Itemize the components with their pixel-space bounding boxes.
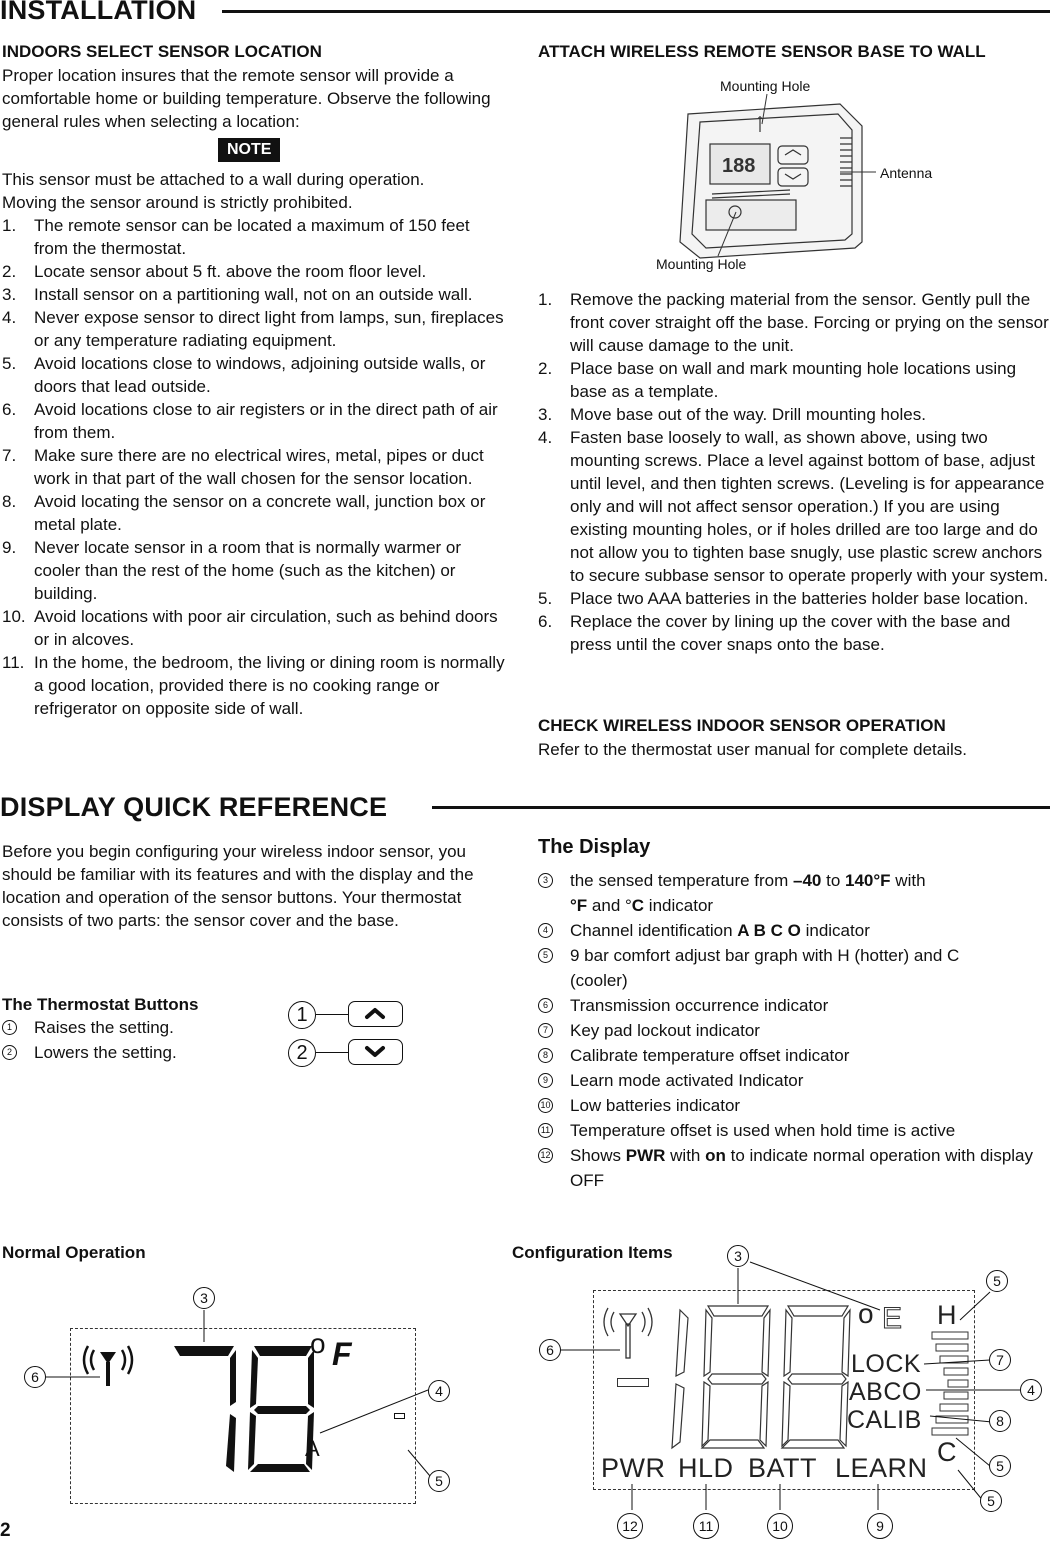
display-ref-rule xyxy=(432,806,1050,809)
config-callout-lines xyxy=(500,1240,1050,1545)
chevron-down-icon xyxy=(349,1040,401,1063)
list-item: 11. In the home, the bedroom, the living or dining room is normally a good location, provided there is no cooking range or refrigerator on opposite side of wall. xyxy=(2,653,505,718)
normal-operation-heading: Normal Operation xyxy=(2,1243,146,1262)
degree-indicator: o xyxy=(310,1328,326,1359)
up-button[interactable] xyxy=(348,1001,403,1027)
list-item: 6. Avoid locations close to air registers or in the direct path of air from them. xyxy=(2,400,498,442)
lock-label: LOCK xyxy=(851,1350,922,1378)
config-callout-8: 8 xyxy=(989,1410,1011,1432)
cooler-label: C xyxy=(937,1437,957,1467)
buttons-list xyxy=(2,1015,262,1065)
display-items-list xyxy=(538,868,1038,1193)
callout-button-1: 1 xyxy=(288,1001,316,1029)
list-item: 2. Locate sensor about 5 ft. above the room floor level. xyxy=(2,262,427,281)
config-callout-12: 12 xyxy=(617,1513,643,1539)
list-item: 6. Replace the cover by lining up the cover with the base and press until the cover snaps onto the base. xyxy=(538,612,1011,654)
display-ref-title: DISPLAY QUICK REFERENCE xyxy=(0,792,388,822)
config-items-heading: Configuration Items xyxy=(512,1243,673,1262)
unit-indicator: F xyxy=(332,1336,352,1372)
config-callout-5-mid: 5 xyxy=(989,1455,1011,1477)
config-callout-6: 6 xyxy=(539,1339,561,1361)
list-item: 5. Place two AAA batteries in the batteries holder base location. xyxy=(538,589,1029,608)
svg-text:188: 188 xyxy=(722,155,756,177)
attach-steps-list xyxy=(538,288,1050,656)
label-mounting-hole-top: Mounting Hole xyxy=(720,78,811,94)
label-antenna: Antenna xyxy=(880,165,933,181)
check-heading: CHECK WIRELESS INDOOR SENSOR OPERATION xyxy=(538,716,946,735)
page-number: 2 xyxy=(0,1520,11,1541)
list-item: 3. Move base out of the way. Drill mounting holes. xyxy=(538,405,926,424)
callout-4: 4 xyxy=(428,1380,450,1402)
config-callout-10: 10 xyxy=(767,1513,793,1539)
list-item: 8. Avoid locating the sensor on a concrete wall, junction box or metal plate. xyxy=(2,492,486,534)
list-item: 8 Calibrate temperature offset indicator xyxy=(538,1043,1038,1068)
location-rules-list xyxy=(2,214,507,720)
config-callout-7: 7 xyxy=(989,1349,1011,1371)
abco-label: ABCO xyxy=(849,1378,922,1406)
list-item: 6 Transmission occurrence indicator xyxy=(538,993,1038,1018)
list-item: 7 Key pad lockout indicator xyxy=(538,1018,1038,1043)
config-callout-9: 9 xyxy=(867,1513,893,1539)
indoors-intro: Proper location insures that the remote sensor will provide a comfortable home or building temperature. Observe the following general rules when selecting a location: xyxy=(2,66,491,131)
list-item: 1 Raises the setting. xyxy=(2,1015,262,1040)
hotter-label: H xyxy=(937,1300,957,1330)
list-item: 9. Never locate sensor in a room that is normally warmer or cooler than the rest of the home (such as the kitchen) or building. xyxy=(2,538,462,603)
callout-5: 5 xyxy=(428,1470,450,1492)
indoors-heading: INDOORS SELECT SENSOR LOCATION xyxy=(2,42,322,61)
list-item: 5. Avoid locations close to windows, adjoining outside walls, or doors that lead outside. xyxy=(2,354,486,396)
chevron-up-icon xyxy=(349,1002,401,1025)
list-item: 4. Never expose sensor to direct light from lamps, sun, fireplaces or any temperature radiating equipment. xyxy=(2,308,504,350)
display-heading: The Display xyxy=(538,836,651,858)
config-unit: E xyxy=(882,1302,903,1335)
note-label: NOTE xyxy=(218,138,280,162)
label-mounting-hole-bottom: Mounting Hole xyxy=(656,256,747,272)
list-item: 10. Avoid locations with poor air circulation, such as behind doors or in alcoves. xyxy=(2,607,498,649)
batt-label: BATT xyxy=(748,1453,817,1483)
list-item: 2. Place base on wall and mark mounting hole locations using base as a template. xyxy=(538,359,1017,401)
config-degree: o xyxy=(858,1298,875,1329)
list-item: 9 Learn mode activated Indicator xyxy=(538,1068,1038,1093)
list-item: 3 the sensed temperature from –40 to 140°F with °F and °C indicator xyxy=(538,868,1038,918)
display-ref-intro: Before you begin configuring your wireless indoor sensor, you should be familiar with its features and with the display and the location and operation of the sensor buttons. Your thermostat consists of two parts: the sensor cover and the base. xyxy=(2,842,474,930)
down-button[interactable] xyxy=(348,1039,403,1065)
normal-callout-lines xyxy=(0,1280,470,1520)
callout-line xyxy=(316,1014,348,1015)
list-item: 3. Install sensor on a partitioning wall, not on an outside wall. xyxy=(2,285,473,304)
config-callout-3: 3 xyxy=(727,1245,749,1267)
learn-label: LEARN xyxy=(835,1453,928,1483)
installation-rule xyxy=(222,10,1050,13)
callout-line xyxy=(316,1052,348,1053)
list-item: 1. The remote sensor can be located a maximum of 150 feet from the thermostat. xyxy=(2,216,470,258)
calib-label: CALIB xyxy=(847,1406,922,1434)
list-item: 7. Make sure there are no electrical wires, metal, pipes or duct work in that part of the wall chosen for the sensor location. xyxy=(2,446,484,488)
list-item: 2 Lowers the setting. xyxy=(2,1040,262,1065)
callout-6: 6 xyxy=(24,1366,46,1388)
callout-3: 3 xyxy=(193,1287,215,1309)
config-callout-4: 4 xyxy=(1020,1379,1042,1401)
check-text: Refer to the thermostat user manual for complete details. xyxy=(538,740,967,759)
channel-indicator: A xyxy=(305,1436,320,1461)
callout-button-2: 2 xyxy=(288,1039,316,1067)
list-item: 11 Temperature offset is used when hold time is active xyxy=(538,1118,1038,1143)
list-item: 1. Remove the packing material from the sensor. Gently pull the front cover straight off the base. Forcing or prying on the sensor will cause damage to the unit. xyxy=(538,290,1049,355)
config-callout-5-bottom: 5 xyxy=(980,1490,1002,1512)
hld-label: HLD xyxy=(678,1453,734,1483)
list-item: 10 Low batteries indicator xyxy=(538,1093,1038,1118)
list-item: 4 Channel identification A B C O indicator xyxy=(538,918,1038,943)
note-text: This sensor must be attached to a wall during operation. Moving the sensor around is strictly prohibited. xyxy=(2,170,425,212)
installation-title: INSTALLATION xyxy=(0,0,197,25)
note-badge xyxy=(218,138,280,162)
config-callout-11: 11 xyxy=(693,1513,719,1539)
config-callout-5-top: 5 xyxy=(986,1270,1008,1292)
list-item: 4. Fasten base loosely to wall, as shown above, using two mounting screws. Place a level against bottom of base, adjust until level, and then tighten screws. (Leveling is for appearance only and will not affect sensor operation.) If you are using existing mounting holes, or if holes drilled are too large and do not allow you to tighten base snugly, use plastic screw anchors to secure subbase sensor to operate properly with your system. xyxy=(538,428,1049,585)
list-item: 5 9 bar comfort adjust bar graph with H (hotter) and C (cooler) xyxy=(538,943,1038,993)
buttons-heading: The Thermostat Buttons xyxy=(2,995,199,1014)
attach-heading: ATTACH WIRELESS REMOTE SENSOR BASE TO WALL xyxy=(538,42,986,61)
pwr-label: PWR xyxy=(601,1453,666,1483)
list-item: 12 Shows PWR with on to indicate normal operation with display OFF xyxy=(538,1143,1038,1193)
